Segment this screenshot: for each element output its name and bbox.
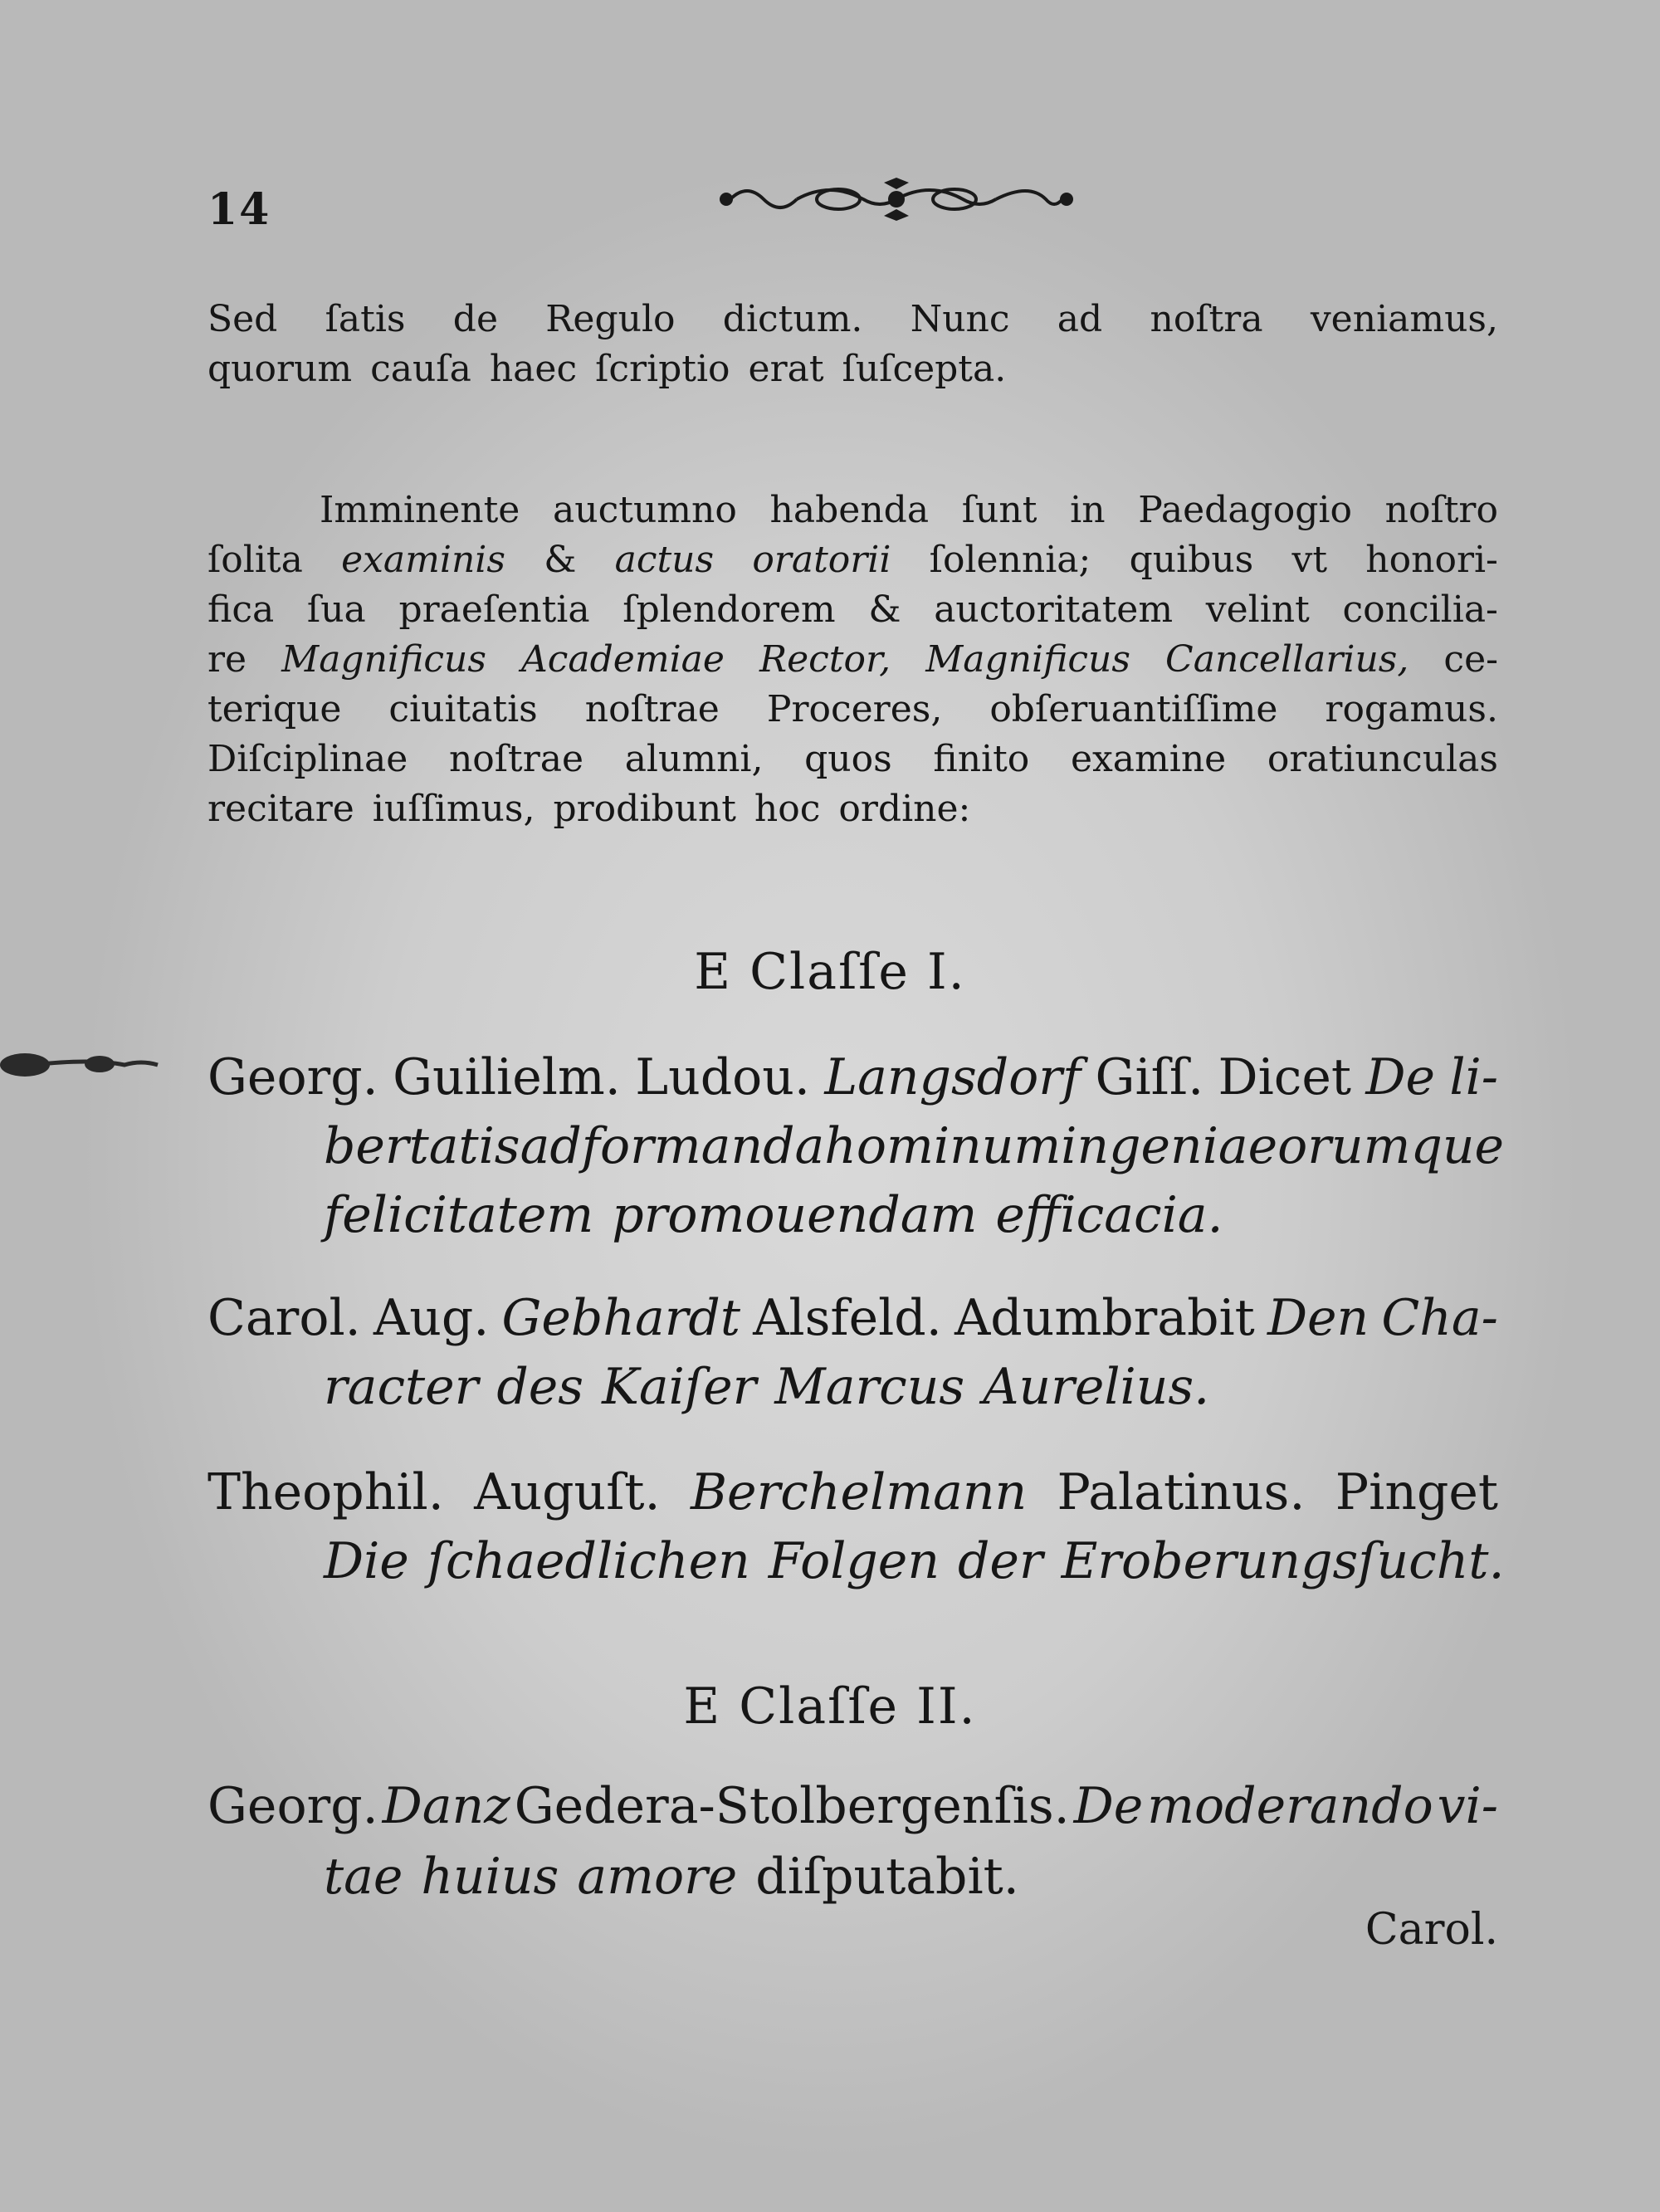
text-line: Sed ſatis de Regulo dictum. Nunc ad noſtra veniamus, bbox=[208, 298, 1498, 340]
text-line: re Magnificus Academiae Rector, Magnificus Cancellarius, ce- bbox=[208, 638, 1498, 681]
entry-line: felicitatem promouendam efficacia. bbox=[324, 1186, 1223, 1244]
entry-line: Die ſchaedlichen Folgen der Eroberungsſucht. bbox=[324, 1532, 1505, 1590]
entry-line: Theophil. Auguſt. Berchelmann Palatinus. Pinget bbox=[208, 1463, 1498, 1521]
text-line: Imminente auctumno habenda ſunt in Paedagogio noſtro bbox=[320, 489, 1498, 531]
page-number: 14 bbox=[208, 184, 271, 235]
entry-line: Georg. Guilielm. Ludou. Langsdorf Giſſ. Dicet De li- bbox=[208, 1048, 1498, 1106]
entry-line: bertatis ad formanda hominum ingenia eorumque bbox=[324, 1117, 1505, 1175]
entry-line: Georg. Danz Gedera-Stolbergenſis. De moderando vi- bbox=[208, 1777, 1498, 1835]
text-line: ſolita examinis & actus oratorii ſolennia; quibus vt honori- bbox=[208, 539, 1498, 581]
vine-ornament-icon bbox=[714, 166, 1079, 232]
entry-line: racter des Kaiſer Marcus Aurelius. bbox=[324, 1358, 1210, 1416]
text-line: quorum cauſa haec ſcriptio erat ſuſcepta. bbox=[208, 348, 1007, 390]
catchword: Carol. bbox=[1365, 1905, 1498, 1955]
text-line: fica ſua praeſentia ſplendorem & auctoritatem velint concilia- bbox=[208, 588, 1498, 631]
entry-line: tae huius amore diſputabit. bbox=[324, 1848, 1019, 1906]
entry-line: Carol. Aug. Gebhardt Alsfeld. Adumbrabit Den Cha- bbox=[208, 1289, 1498, 1347]
fold-mark bbox=[0, 1017, 216, 1116]
text-line: recitare iuſſimus, prodibunt hoc ordine: bbox=[208, 788, 971, 830]
class-1-heading: E Claſſe I. bbox=[694, 943, 966, 1001]
text-line: terique ciuitatis noſtrae Proceres, obſeruantiſſime rogamus. bbox=[208, 688, 1498, 730]
class-2-heading: E Claſſe II. bbox=[683, 1677, 977, 1736]
text-line: Diſciplinae noſtrae alumni, quos finito examine oratiunculas bbox=[208, 738, 1498, 780]
